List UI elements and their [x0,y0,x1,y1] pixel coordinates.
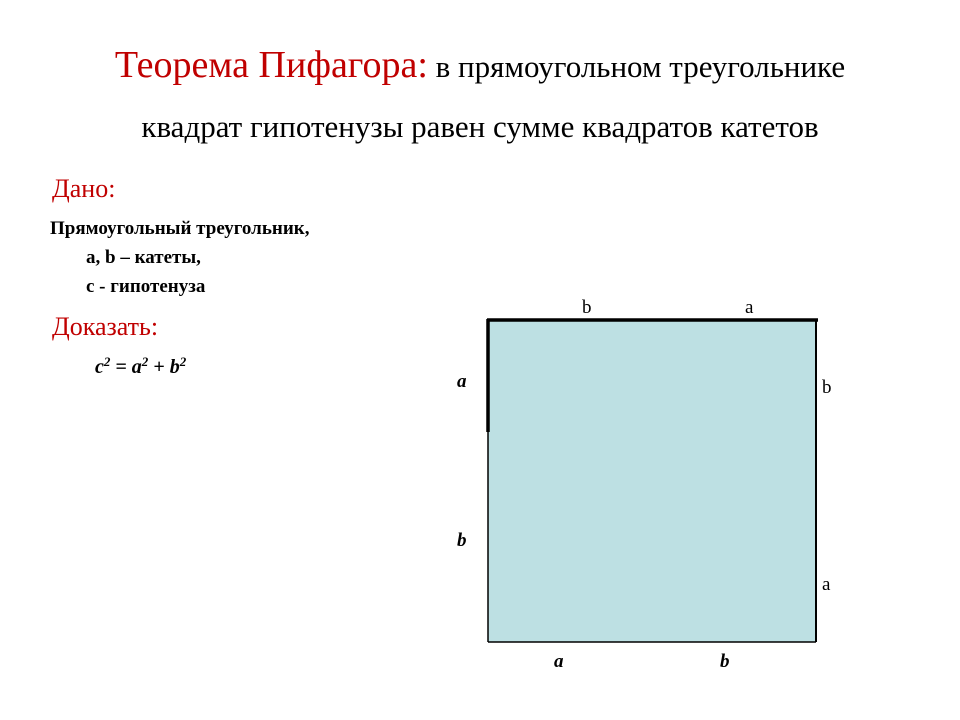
formula-eq: = [110,356,132,378]
square-fill [488,320,816,642]
left-label-a: a [457,371,467,392]
given-heading: Дано: [52,174,116,203]
right-label-b: b [822,377,832,398]
title-line2: квадрат гипотенузы равен сумме квадратов катетов [141,109,819,144]
theorem-name: Теорема Пифагора: [114,44,428,86]
bottom-label-b: b [720,651,730,672]
prove-heading: Доказать: [52,312,159,341]
given-line-1: Прямоугольный треугольник, [50,218,310,239]
right-label-a: a [822,574,831,595]
given-line-2: a, b – катеты, [86,247,201,268]
formula-a: a [131,356,142,378]
given-line-3: c - гипотенуза [86,276,206,297]
formula-exp-c: 2 [103,354,111,369]
bottom-label-a: a [554,651,564,672]
formula-exp-a: 2 [141,354,149,369]
title-rest: в прямоугольном треугольнике [427,49,846,84]
top-label-b: b [582,297,592,318]
left-label-b: b [457,530,467,551]
top-label-a: a [745,297,754,318]
formula-exp-b: 2 [179,354,187,369]
formula-plus: + [148,356,170,378]
formula-b: b [169,356,180,378]
formula-c: c [95,356,104,378]
